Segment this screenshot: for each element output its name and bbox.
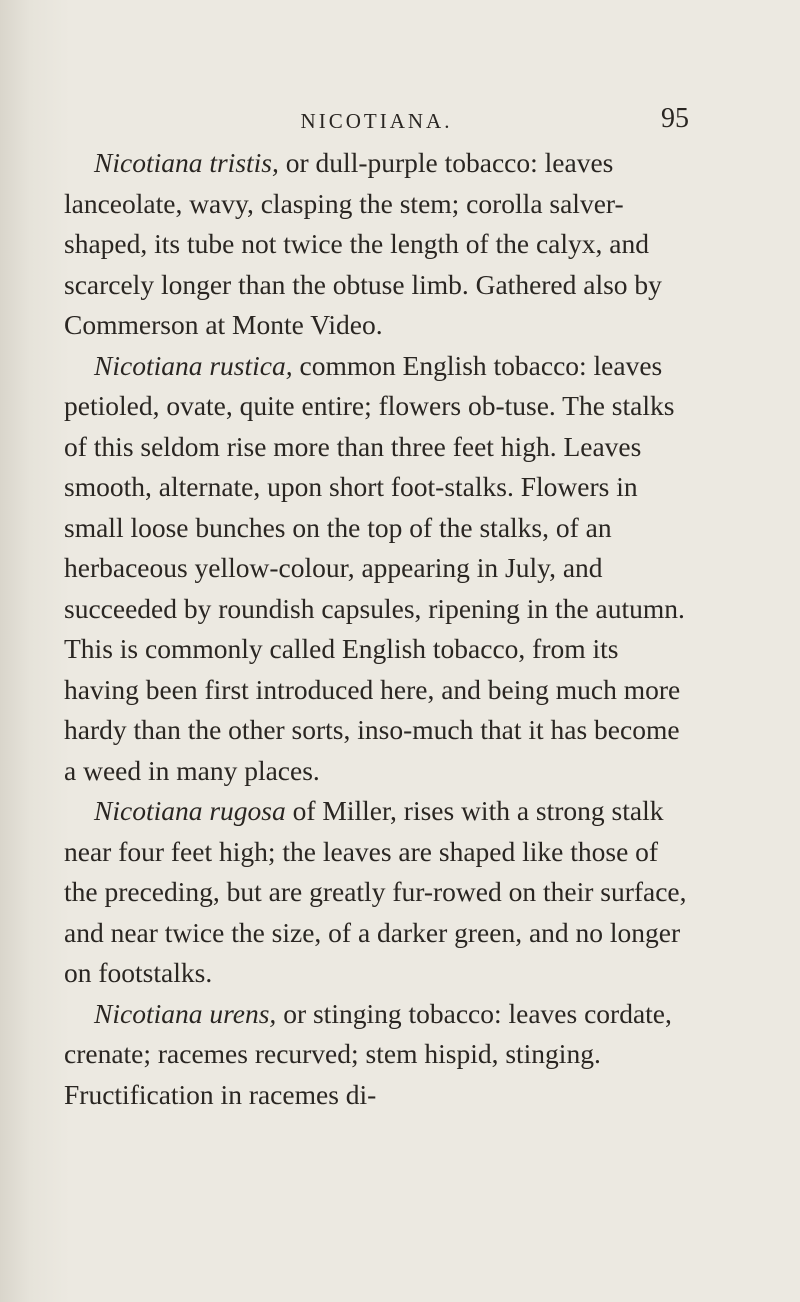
page-body [64, 143, 689, 1115]
species-name: Nicotiana tristis, [94, 147, 279, 178]
paragraph-text: of Miller, rises with a strong stalk near four feet high; the leaves are shaped like those of the preceding, but are greatly fur-rowed on their surface, and near twice the size, of a darker green, and no longer on footstalks. [64, 795, 687, 988]
paragraph-nicotiana-rugosa [64, 791, 689, 994]
species-name: Nicotiana rustica, [94, 349, 293, 381]
paragraph-nicotiana-urens [64, 994, 689, 1116]
species-name: Nicotiana urens, [94, 997, 277, 1029]
paragraph-text: common English tobacco: leaves petioled, ovate, quite entire; flowers ob-tuse. The stalks of this seldom rise more than three feet high. Leaves smooth, alternate, upon short foot-stalks. Flowers in small loose bunches on the top of the stalks, of an herbaceous yellow-colour, appearing in July, and succeeded by roundish capsules, ripening in the autumn. This is commonly called English tobacco, from its having been first introduced here, and being much more hardy than the other sorts, inso-much that it has become a weed in many places. [64, 349, 685, 786]
species-name: Nicotiana rugosa [94, 795, 286, 826]
paragraph-nicotiana-tristis [64, 143, 689, 346]
page-number: 95 [661, 103, 689, 134]
paragraph-text: or dull-purple tobacco: leaves lanceolate, wavy, clasping the stem; corolla salver-shaped, its tube not twice the length of the calyx, and scarcely longer than the obtuse limb. Gathered also by Commerson at Monte Video. [64, 147, 662, 340]
paragraph-text: or stinging tobacco: leaves cordate, crenate; racemes recurved; stem hispid, stinging. Fructification in racemes di- [64, 997, 672, 1110]
page-header [64, 103, 689, 139]
running-head: NICOTIANA. [300, 109, 453, 133]
paragraph-nicotiana-rustica [64, 346, 689, 792]
